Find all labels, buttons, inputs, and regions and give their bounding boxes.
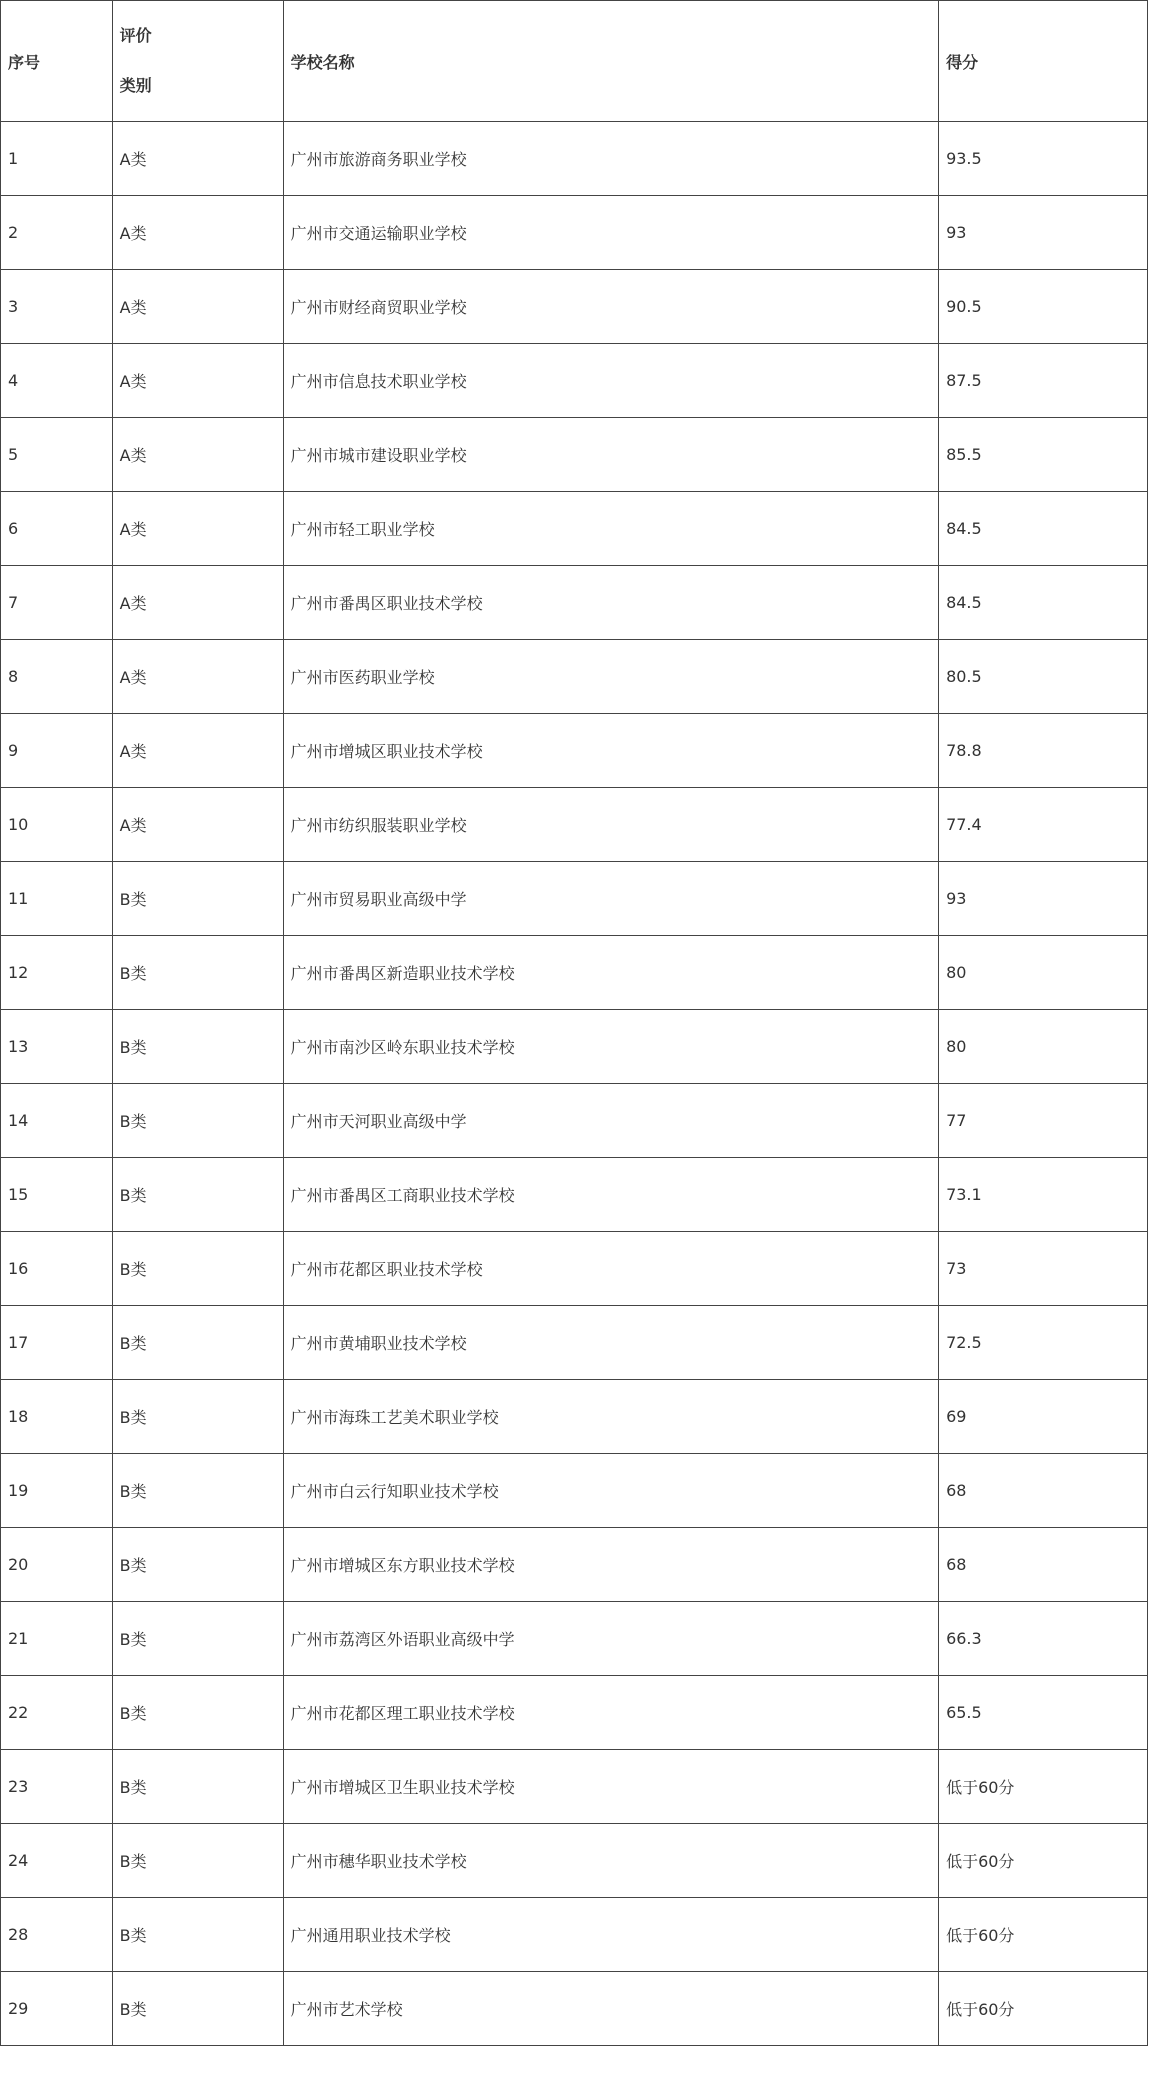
header-name: 学校名称 [283,1,938,122]
cell-school-name: 广州市艺术学校 [283,1972,938,2046]
header-type-line2: 类别 [119,76,152,95]
cell-no: 21 [1,1602,113,1676]
cell-school-name: 广州市旅游商务职业学校 [283,122,938,196]
cell-school-name: 广州市轻工职业学校 [283,492,938,566]
cell-score: 93.5 [939,122,1148,196]
cell-score: 73.1 [939,1158,1148,1232]
cell-type: A类 [112,566,283,640]
cell-school-name: 广州市增城区职业技术学校 [283,714,938,788]
cell-no: 19 [1,1454,113,1528]
cell-type: B类 [112,1750,283,1824]
header-row [1,1,1148,122]
cell-no: 22 [1,1676,113,1750]
cell-type: B类 [112,936,283,1010]
cell-no: 8 [1,640,113,714]
header-type [112,1,283,122]
table-row [1,1232,1148,1306]
cell-no: 14 [1,1084,113,1158]
cell-score: 低于60分 [939,1898,1148,1972]
cell-type: B类 [112,1232,283,1306]
cell-no: 5 [1,418,113,492]
cell-school-name: 广州市穗华职业技术学校 [283,1824,938,1898]
cell-type: A类 [112,196,283,270]
cell-school-name: 广州市花都区职业技术学校 [283,1232,938,1306]
cell-type: A类 [112,492,283,566]
cell-school-name: 广州市城市建设职业学校 [283,418,938,492]
table-row [1,1972,1148,2046]
cell-type: B类 [112,1010,283,1084]
table-row [1,418,1148,492]
cell-school-name: 广州市天河职业高级中学 [283,1084,938,1158]
cell-score: 80 [939,936,1148,1010]
table-row [1,492,1148,566]
table-row [1,640,1148,714]
table-row [1,1454,1148,1528]
cell-school-name: 广州市财经商贸职业学校 [283,270,938,344]
cell-school-name: 广州市白云行知职业技术学校 [283,1454,938,1528]
cell-school-name: 广州市医药职业学校 [283,640,938,714]
cell-no: 20 [1,1528,113,1602]
cell-type: B类 [112,1306,283,1380]
cell-no: 12 [1,936,113,1010]
cell-score: 85.5 [939,418,1148,492]
cell-school-name: 广州市番禺区职业技术学校 [283,566,938,640]
table-row [1,1084,1148,1158]
cell-score: 93 [939,862,1148,936]
cell-score: 低于60分 [939,1972,1148,2046]
table-row [1,196,1148,270]
cell-score: 78.8 [939,714,1148,788]
cell-no: 29 [1,1972,113,2046]
table-row [1,714,1148,788]
cell-score: 77.4 [939,788,1148,862]
table-row [1,1306,1148,1380]
table-row [1,862,1148,936]
cell-score: 77 [939,1084,1148,1158]
cell-score: 69 [939,1380,1148,1454]
header-type-line1: 评价 [119,26,152,45]
cell-no: 28 [1,1898,113,1972]
cell-school-name: 广州市贸易职业高级中学 [283,862,938,936]
cell-school-name: 广州市海珠工艺美术职业学校 [283,1380,938,1454]
cell-no: 6 [1,492,113,566]
cell-no: 4 [1,344,113,418]
table-row [1,1528,1148,1602]
table-row [1,1898,1148,1972]
cell-school-name: 广州市番禺区工商职业技术学校 [283,1158,938,1232]
table-row [1,344,1148,418]
cell-score: 80 [939,1010,1148,1084]
cell-type: B类 [112,1380,283,1454]
table-row [1,1380,1148,1454]
cell-type: A类 [112,640,283,714]
table-row [1,1010,1148,1084]
cell-no: 15 [1,1158,113,1232]
cell-score: 84.5 [939,566,1148,640]
table-body [1,122,1148,2046]
table-row [1,122,1148,196]
cell-type: A类 [112,344,283,418]
cell-no: 11 [1,862,113,936]
cell-no: 17 [1,1306,113,1380]
cell-type: A类 [112,714,283,788]
table-row [1,1602,1148,1676]
table-header [1,1,1148,122]
cell-score: 72.5 [939,1306,1148,1380]
cell-type: B类 [112,1898,283,1972]
cell-school-name: 广州市番禺区新造职业技术学校 [283,936,938,1010]
cell-score: 低于60分 [939,1824,1148,1898]
cell-type: A类 [112,122,283,196]
table-row [1,936,1148,1010]
cell-type: B类 [112,1602,283,1676]
cell-type: B类 [112,1454,283,1528]
cell-school-name: 广州市增城区卫生职业技术学校 [283,1750,938,1824]
cell-no: 10 [1,788,113,862]
cell-no: 23 [1,1750,113,1824]
cell-no: 7 [1,566,113,640]
cell-score: 84.5 [939,492,1148,566]
cell-no: 13 [1,1010,113,1084]
cell-score: 65.5 [939,1676,1148,1750]
table-row [1,788,1148,862]
cell-school-name: 广州市黄埔职业技术学校 [283,1306,938,1380]
cell-type: A类 [112,418,283,492]
cell-school-name: 广州通用职业技术学校 [283,1898,938,1972]
cell-score: 68 [939,1454,1148,1528]
table-row [1,1158,1148,1232]
table-row [1,1824,1148,1898]
cell-score: 66.3 [939,1602,1148,1676]
cell-score: 87.5 [939,344,1148,418]
cell-score: 80.5 [939,640,1148,714]
cell-no: 18 [1,1380,113,1454]
cell-type: B类 [112,1972,283,2046]
cell-school-name: 广州市花都区理工职业技术学校 [283,1676,938,1750]
cell-no: 24 [1,1824,113,1898]
cell-no: 3 [1,270,113,344]
cell-school-name: 广州市增城区东方职业技术学校 [283,1528,938,1602]
cell-type: A类 [112,270,283,344]
table-row [1,1750,1148,1824]
cell-type: A类 [112,788,283,862]
cell-score: 93 [939,196,1148,270]
cell-no: 9 [1,714,113,788]
header-no: 序号 [1,1,113,122]
table-row [1,1676,1148,1750]
cell-score: 90.5 [939,270,1148,344]
table-row [1,566,1148,640]
cell-score: 68 [939,1528,1148,1602]
table-row [1,270,1148,344]
cell-school-name: 广州市南沙区岭东职业技术学校 [283,1010,938,1084]
cell-school-name: 广州市信息技术职业学校 [283,344,938,418]
cell-score: 73 [939,1232,1148,1306]
header-score: 得分 [939,1,1148,122]
cell-school-name: 广州市纺织服装职业学校 [283,788,938,862]
cell-score: 低于60分 [939,1750,1148,1824]
cell-type: B类 [112,1158,283,1232]
cell-type: B类 [112,1824,283,1898]
cell-type: B类 [112,1084,283,1158]
cell-type: B类 [112,1528,283,1602]
cell-school-name: 广州市荔湾区外语职业高级中学 [283,1602,938,1676]
cell-no: 1 [1,122,113,196]
cell-type: B类 [112,1676,283,1750]
cell-school-name: 广州市交通运输职业学校 [283,196,938,270]
cell-type: B类 [112,862,283,936]
cell-no: 2 [1,196,113,270]
cell-no: 16 [1,1232,113,1306]
